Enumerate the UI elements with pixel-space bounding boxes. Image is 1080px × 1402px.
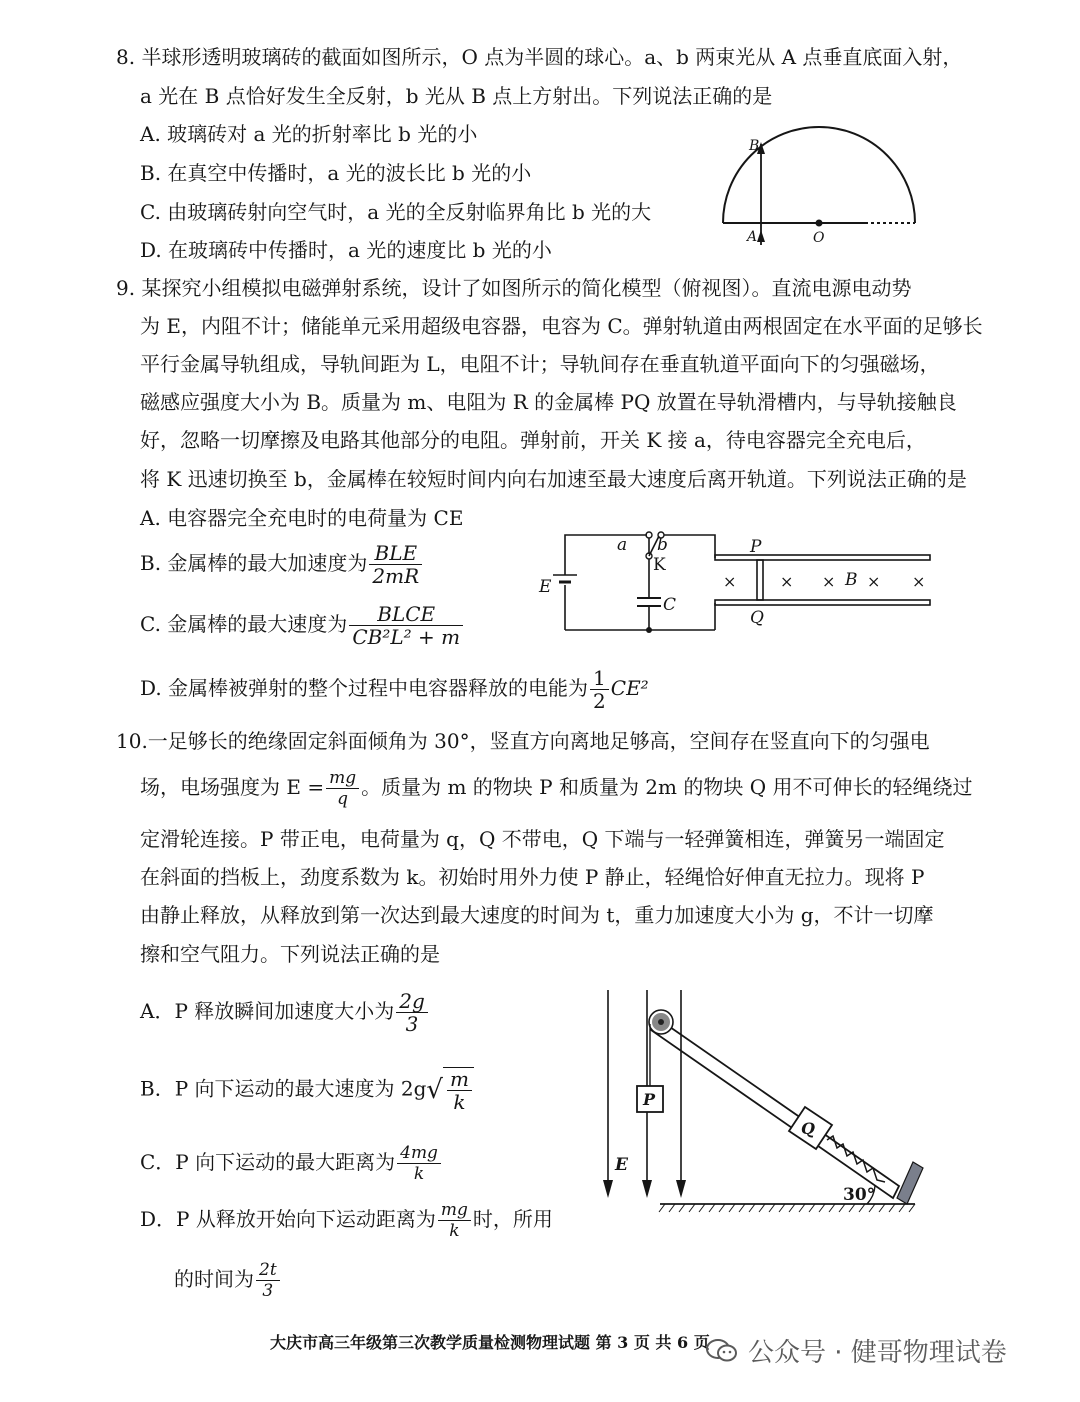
q9-label-p: P <box>750 537 762 557</box>
q8-stem-line1: 8. 半球形透明玻璃砖的截面如图所示，O 点为半圆的球心。a、b 两束光从 A 点垂直底面入射， <box>116 45 963 69</box>
q9-circuit-figure <box>535 530 935 640</box>
q10-option-b-text: B．P 向下运动的最大速度为 2g <box>140 1076 427 1101</box>
q9-option-d-fraction <box>590 667 609 712</box>
wechat-logo-icon <box>706 1339 738 1363</box>
q10-stem-line2-tail: 。质量为 m 的物块 P 和质量为 2m 的物块 Q 用不可伸长的轻绳绕过 <box>361 775 973 799</box>
q8-option-d: D. 在玻璃砖中传播时，a 光的速度比 b 光的小 <box>140 238 552 262</box>
q9-option-c-numerator: BLCE <box>349 603 463 626</box>
q10-option-d-denominator: k <box>449 1221 460 1241</box>
q10-option-d-time-fraction <box>256 1260 280 1301</box>
q10-label-p: P <box>643 1090 656 1109</box>
page-footer: 大庆市高三年级第三次教学质量检测物理试题 第 3 页 共 6 页 <box>270 1333 710 1352</box>
q8-option-a: A. 玻璃砖对 a 光的折射率比 b 光的小 <box>140 122 478 146</box>
q9-label-a: a <box>617 535 628 555</box>
q9-field-cross: × <box>867 572 881 591</box>
q10-option-c-numerator: 4mg <box>397 1143 441 1164</box>
q9-option-d-numerator: 1 <box>590 667 609 690</box>
q9-option-d-text: D. 金属棒被弹射的整个过程中电容器释放的电能为 <box>140 676 589 700</box>
q10-option-a-text: A．P 释放瞬间加速度大小为 <box>140 999 395 1023</box>
q10-option-a-fraction <box>396 990 428 1035</box>
q9-label-q: Q <box>750 608 764 628</box>
q10-option-a-numerator: 2g <box>396 990 428 1013</box>
q10-field-denominator: q <box>337 789 349 809</box>
q10-stem-line3: 定滑轮连接。P 带正电，电荷量为 q，Q 不带电，Q 下端与一轻弹簧相连，弹簧另一端固定 <box>140 827 945 851</box>
q10-option-d-time-denominator: 3 <box>262 1281 274 1301</box>
q10-stem-line1: 10.一足够长的绝缘固定斜面倾角为 30°，竖直方向离地足够高，空间存在竖直向下的匀强电 <box>116 729 930 753</box>
q9-option-d-tail: CE² <box>610 676 649 700</box>
q10-option-d-cont <box>174 1260 282 1301</box>
q10-option-b <box>140 1067 474 1113</box>
q9-option-b <box>140 542 424 587</box>
q10-option-c-denominator: k <box>413 1164 425 1184</box>
q9-field-cross: × <box>723 572 737 591</box>
q9-stem-line6: 将 K 迅速切换至 b，金属棒在较短时间内向右加速至最大速度后离开轨道。下列说法正确的是 <box>140 467 967 491</box>
q8-label-o: O <box>813 230 825 246</box>
q9-label-field-b: B <box>845 570 858 590</box>
q10-field-numerator: mg <box>326 768 359 789</box>
q9-field-cross: × <box>780 572 794 591</box>
q9-label-b: b <box>657 535 668 555</box>
q10-option-b-numerator: m <box>447 1068 472 1091</box>
q9-option-d-denominator: 2 <box>593 689 606 713</box>
q9-stem-line3: 平行金属导轨组成，导轨间距为 L，电阻不计；导轨间存在垂直轨道平面向下的匀强磁场， <box>140 352 940 376</box>
q9-option-a: A. 电容器完全充电时的电荷量为 CE <box>140 506 464 530</box>
q10-option-d-fraction <box>438 1200 471 1241</box>
q10-option-c-text: C．P 向下运动的最大距离为 <box>140 1150 396 1174</box>
q9-stem-line5: 好，忽略一切摩擦及电路其他部分的电阻。弹射前，开关 K 接 a，待电容器完全充电后， <box>140 428 926 452</box>
q10-stem-line2 <box>140 768 972 809</box>
q9-option-c <box>140 603 465 648</box>
q8-label-a: A <box>747 229 758 245</box>
q8-option-b: B. 在真空中传播时，a 光的波长比 b 光的小 <box>140 161 532 185</box>
q10-field-fraction <box>326 768 359 809</box>
q9-stem-line1: 9. 某探究小组模拟电磁弹射系统，设计了如图所示的简化模型（俯视图）。直流电源电动势 <box>116 276 912 300</box>
q10-option-d-tail: 时，所用 <box>472 1207 553 1231</box>
q10-stem-line2-text: 场，电场强度为 E = <box>140 775 325 799</box>
q9-field-cross: × <box>822 572 836 591</box>
q10-stem-line4: 在斜面的挡板上，劲度系数为 k。初始时用外力使 P 静止，轻绳恰好伸直无拉力。现将 P <box>140 865 925 889</box>
q9-option-b-text: B. 金属棒的最大加速度为 <box>140 551 368 575</box>
q10-option-a <box>140 990 430 1035</box>
q8-option-c: C. 由玻璃砖射向空气时，a 光的全反射临界角比 b 光的大 <box>140 200 652 224</box>
q9-option-c-denominator: CB²L² + m <box>352 625 461 649</box>
q8-hemisphere-figure <box>715 130 925 260</box>
q9-option-c-fraction <box>349 603 463 648</box>
q10-label-q: Q <box>801 1119 815 1138</box>
q9-label-k: K <box>653 555 666 575</box>
q10-option-a-denominator: 3 <box>405 1012 419 1036</box>
q9-option-b-numerator: BLE <box>369 542 422 565</box>
q10-stem-line5: 由静止释放，从释放到第一次达到最大速度的时间为 t，重力加速度大小为 g，不计一切摩 <box>140 903 934 927</box>
q9-option-b-fraction <box>369 542 422 587</box>
q9-label-e: E <box>539 577 552 597</box>
q10-option-d-time-numerator: 2t <box>256 1260 280 1281</box>
q10-option-b-denominator: k <box>453 1090 466 1114</box>
q9-field-cross: × <box>912 572 926 591</box>
q10-option-d <box>140 1200 553 1241</box>
q10-option-d-text: D．P 从释放开始向下运动距离为 <box>140 1207 436 1231</box>
watermark <box>706 1332 1007 1369</box>
watermark-text: 公众号 · 健哥物理试卷 <box>748 1338 1007 1368</box>
q10-option-c <box>140 1143 443 1184</box>
q9-label-c: C <box>663 595 677 615</box>
q10-label-angle: 30° <box>843 1185 876 1205</box>
q10-option-d-cont-text: 的时间为 <box>174 1267 254 1291</box>
q10-incline-figure <box>595 990 925 1220</box>
q9-option-b-denominator: 2mR <box>372 564 420 588</box>
q10-option-c-fraction <box>397 1143 441 1184</box>
q10-label-e: E <box>615 1155 628 1175</box>
q9-stem-line2: 为 E，内阻不计；储能单元采用超级电容器，电容为 C。弹射轨道由两根固定在水平面的足够长 <box>140 314 983 338</box>
q9-stem-line4: 磁感应强度大小为 B。质量为 m、电阻为 R 的金属棒 PQ 放置在导轨滑槽内，与导轨接触良 <box>140 390 957 414</box>
q10-option-d-numerator: mg <box>438 1200 471 1221</box>
q8-label-b: B <box>749 138 760 154</box>
q9-option-d <box>140 667 649 712</box>
q9-option-c-text: C. 金属棒的最大速度为 <box>140 612 348 636</box>
q10-option-b-sqrt: √ $\frac{m}{k}$ <box>426 1067 474 1113</box>
q8-stem-line2: a 光在 B 点恰好发生全反射，b 光从 B 点上方射出。下列说法正确的是 <box>140 84 773 108</box>
q10-stem-line6: 擦和空气阻力。下列说法正确的是 <box>140 942 440 966</box>
